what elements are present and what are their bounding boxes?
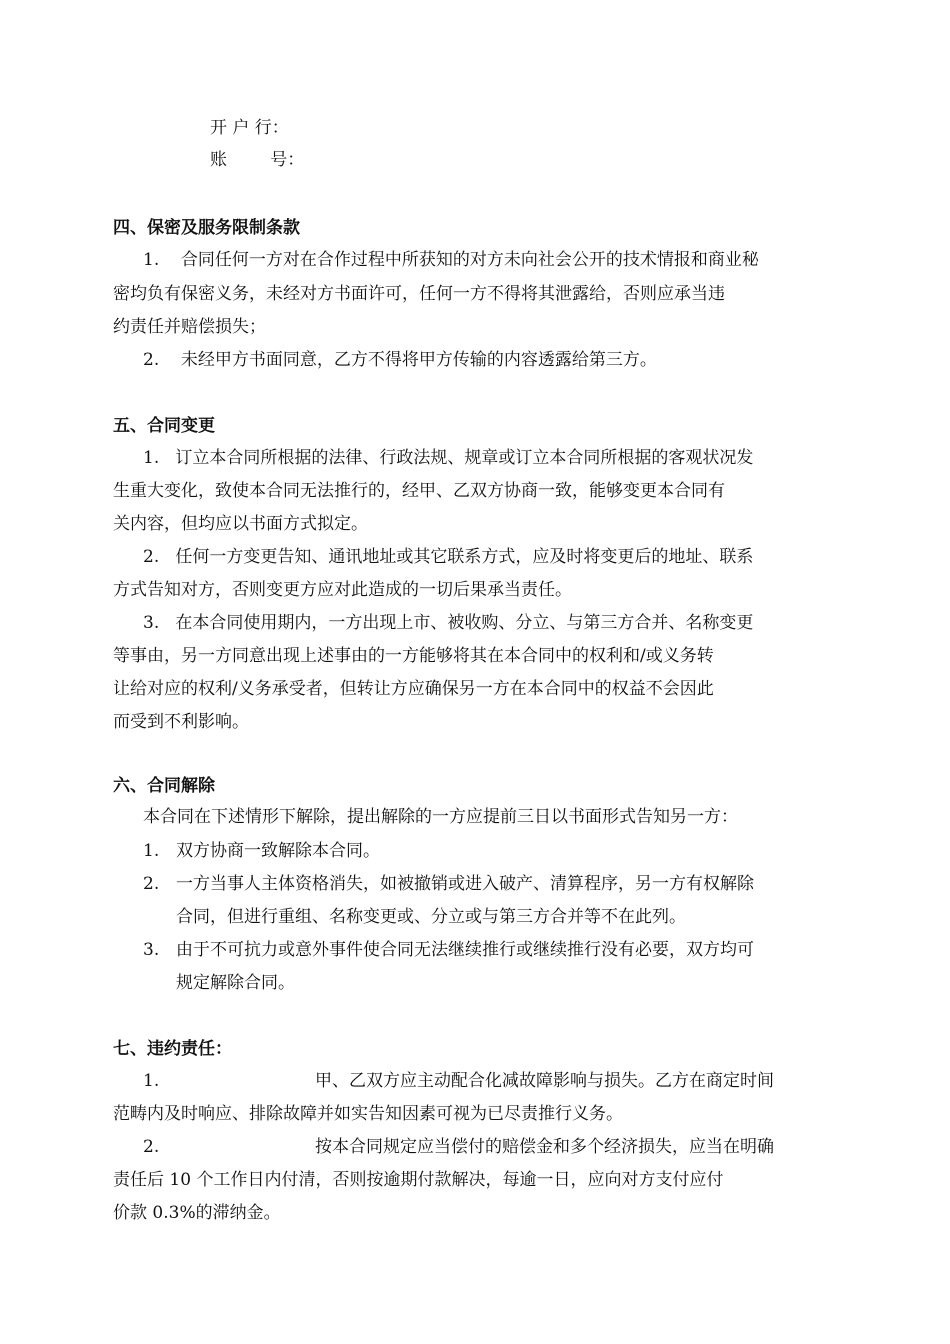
s7-item-2-number: 2. bbox=[143, 1137, 160, 1157]
s6-item-3-number: 3. bbox=[143, 940, 160, 960]
s7-item-2-line-2: 责任后 10 个工作日内付清，否则按逾期付款解决，每逾一日，应向对方支付应付 bbox=[113, 1170, 724, 1190]
bank-label: 开 户 行： bbox=[210, 118, 289, 138]
s6-item-2-number: 2. bbox=[143, 874, 160, 894]
s6-item-3-line-1: 由于不可抗力或意外事件使合同无法继续推行或继续推行没有必要，双方均可 bbox=[176, 940, 754, 960]
section-4-heading: 四、保密及服务限制条款 bbox=[113, 218, 300, 238]
section-7-heading: 七、违约责任： bbox=[113, 1039, 232, 1059]
s6-item-1-number: 1. bbox=[143, 841, 160, 861]
s5-line-4: 2. 任何一方变更告知、通讯地址或其它联系方式，应及时将变更后的地址、联系 bbox=[143, 547, 754, 567]
s7-item-1-line-1: 甲、乙双方应主动配合化减故障影响与损失。乙方在商定时间 bbox=[315, 1071, 774, 1091]
s5-line-8: 让给对应的权利/义务承受者，但转让方应确保另一方在本合同中的权益不会因此 bbox=[113, 679, 714, 699]
s5-line-5: 方式告知对方，否则变更方应对此造成的一切后果承当责任。 bbox=[113, 580, 572, 600]
s4-line-2: 密均负有保密义务，未经对方书面许可，任何一方不得将其泄露给，否则应承当违 bbox=[113, 284, 725, 304]
account-label: 账 号： bbox=[210, 150, 305, 170]
s5-line-2: 生重大变化，致使本合同无法推行的，经甲、乙双方协商一致，能够变更本合同有 bbox=[113, 481, 725, 501]
s7-item-2-line-1: 按本合同规定应当偿付的赔偿金和多个经济损失，应当在明确 bbox=[315, 1137, 774, 1157]
s5-line-3: 关内容，但均应以书面方式拟定。 bbox=[113, 514, 368, 534]
s4-line-3: 约责任并赔偿损失； bbox=[113, 317, 266, 337]
s6-item-2-line-2: 合同，但进行重组、名称变更或、分立或与第三方合并等不在此列。 bbox=[176, 907, 686, 927]
s5-line-9: 而受到不利影响。 bbox=[113, 712, 249, 732]
s5-line-7: 等事由，另一方同意出现上述事由的一方能够将其在本合同中的权利和/或义务转 bbox=[113, 646, 714, 666]
s4-line-1: 1. 合同任何一方对在合作过程中所获知的对方未向社会公开的技术情报和商业秘 bbox=[143, 250, 759, 270]
s7-item-2-line-3: 价款 0.3%的滞纳金。 bbox=[113, 1203, 281, 1223]
section-5-heading: 五、合同变更 bbox=[113, 416, 215, 436]
section-6-heading: 六、合同解除 bbox=[113, 776, 215, 796]
s6-intro: 本合同在下述情形下解除，提出解除的一方应提前三日以书面形式告知另一方： bbox=[143, 807, 738, 827]
s7-item-1-number: 1. bbox=[143, 1071, 160, 1091]
s4-line-4: 2. 未经甲方书面同意，乙方不得将甲方传输的内容透露给第三方。 bbox=[143, 350, 657, 370]
s6-item-2-line-1: 一方当事人主体资格消失，如被撤销或进入破产、清算程序，另一方有权解除 bbox=[176, 874, 754, 894]
s6-item-1: 双方协商一致解除本合同。 bbox=[176, 841, 380, 861]
s5-line-6: 3. 在本合同使用期内，一方出现上市、被收购、分立、与第三方合并、名称变更 bbox=[143, 613, 754, 633]
s7-item-1-line-2: 范畴内及时响应、排除故障并如实告知因素可视为已尽责推行义务。 bbox=[113, 1104, 623, 1124]
s6-item-3-line-2: 规定解除合同。 bbox=[176, 973, 295, 993]
s5-line-1: 1. 订立本合同所根据的法律、行政法规、规章或订立本合同所根据的客观状况发 bbox=[143, 448, 754, 468]
